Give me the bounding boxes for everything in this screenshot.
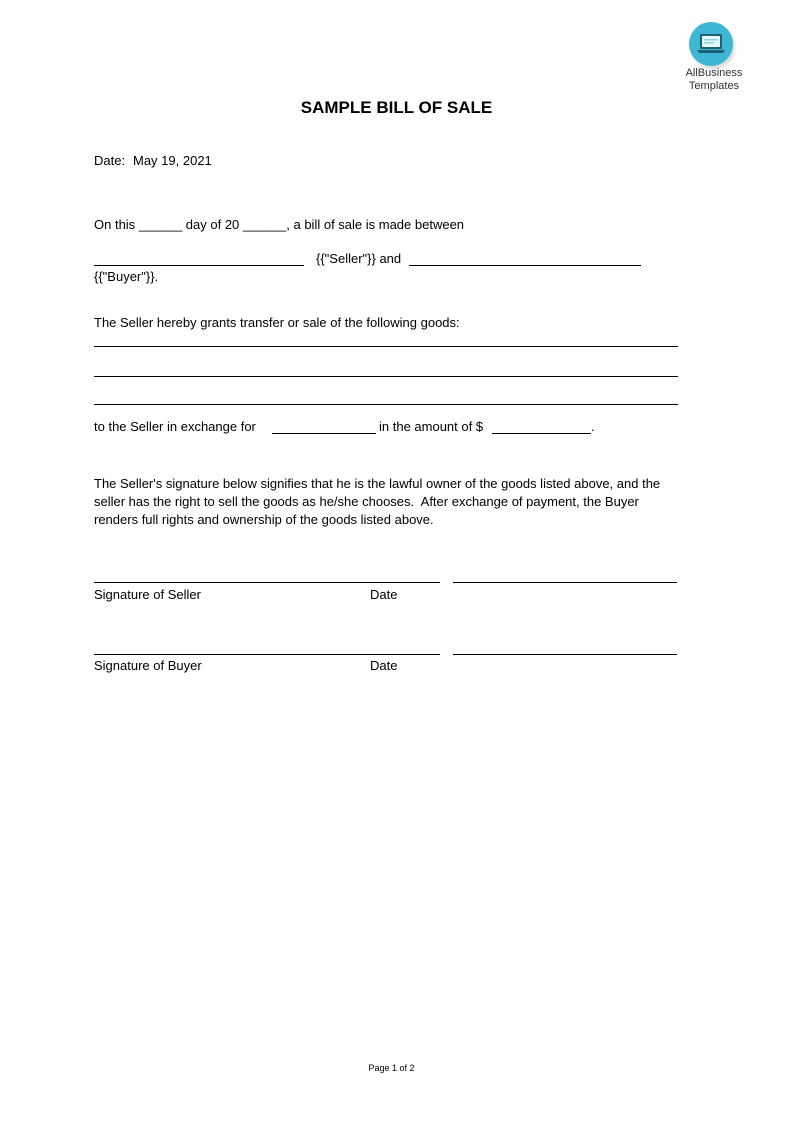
- exchange-end: .: [591, 419, 595, 434]
- goods-intro: The Seller hereby grants transfer or sale of the following goods:: [94, 315, 460, 330]
- document-title: SAMPLE BILL OF SALE: [300, 98, 493, 117]
- seller-placeholder: {{"Seller"}} and: [316, 251, 402, 266]
- buyer-name-line: [409, 265, 641, 266]
- seller-signature-line: [94, 582, 440, 583]
- goods-line-3: [94, 404, 678, 405]
- page-indicator: Page 1 of 2: [368, 1063, 415, 1073]
- logo-badge: [689, 22, 733, 66]
- date-label: Date:: [94, 153, 126, 168]
- buyer-signature-label: Signature of Buyer: [94, 658, 202, 673]
- exchange-item-line: [272, 433, 376, 434]
- seller-name-line: [94, 265, 304, 266]
- seller-date-line: [453, 582, 677, 583]
- buyer-placeholder: {{"Buyer"}}.: [94, 269, 159, 284]
- exchange-text-1: to the Seller in exchange for: [94, 419, 256, 434]
- date-value: May 19, 2021: [133, 153, 212, 168]
- goods-line-1: [94, 346, 678, 347]
- buyer-date-line: [453, 654, 677, 655]
- logo-text-line2: Templates: [688, 80, 740, 92]
- goods-line-2: [94, 376, 678, 377]
- buyer-signature-line: [94, 654, 440, 655]
- exchange-text-2: in the amount of $: [379, 419, 484, 434]
- seller-signature-label: Signature of Seller: [94, 587, 201, 602]
- seller-date-label: Date: [370, 587, 398, 602]
- opening-line: On this ______ day of 20 ______, a bill of sale is made between: [94, 217, 465, 232]
- buyer-date-label: Date: [370, 658, 398, 673]
- signature-paragraph-line-3: renders full rights and ownership of the goods listed above.: [94, 512, 434, 527]
- laptop-icon: [689, 22, 733, 66]
- logo-text-line1: AllBusiness: [685, 67, 743, 79]
- amount-line: [492, 433, 591, 434]
- signature-paragraph-line-2: seller has the right to sell the goods as he/she chooses. After exchange of payment, the Buyer: [94, 494, 639, 509]
- signature-paragraph-line-1: The Seller's signature below signifies that he is the lawful owner of the goods listed above, and the: [94, 476, 661, 491]
